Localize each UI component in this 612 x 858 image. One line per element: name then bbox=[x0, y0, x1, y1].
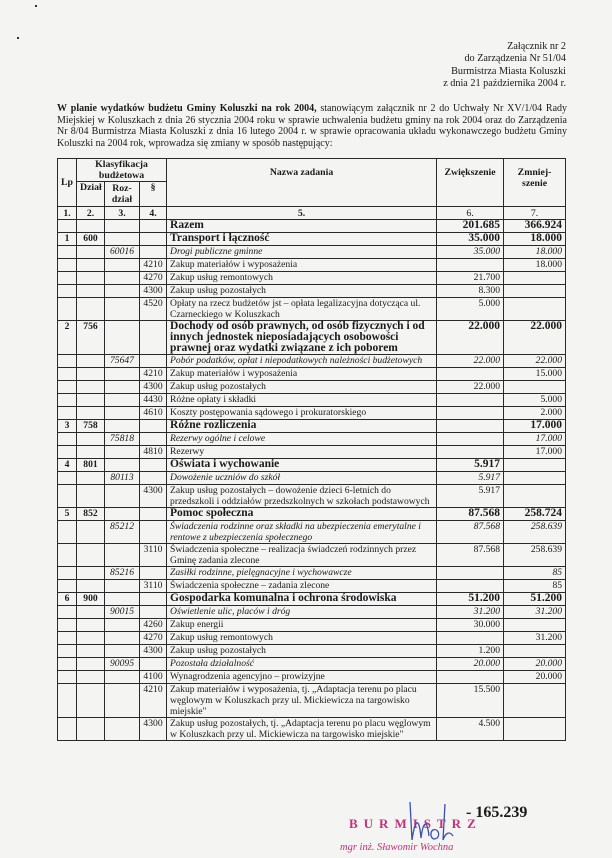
table-row-par bbox=[58, 407, 566, 420]
row-lp bbox=[58, 394, 77, 407]
row-increase: 35.000 bbox=[437, 246, 504, 259]
col-header-dzial: Dział bbox=[77, 182, 105, 207]
row-rozdzial-code bbox=[105, 619, 140, 632]
row-lp bbox=[58, 355, 77, 368]
row-lp: 4 bbox=[58, 459, 77, 472]
row-lp bbox=[58, 718, 77, 741]
row-decrease: 15.000 bbox=[504, 368, 566, 381]
row-rozdzial-code bbox=[105, 645, 140, 658]
row-paragraf-code bbox=[140, 606, 167, 619]
row-dzial-code: 852 bbox=[77, 508, 105, 521]
row-decrease: 5.000 bbox=[504, 394, 566, 407]
row-dzial-code bbox=[77, 485, 105, 508]
row-dzial-code bbox=[77, 580, 105, 593]
row-task-name: Zakup materiałów i wyposażenia, tj. „Adaptacja terenu po placu węglowym w Koluszkach przy ul. Mickiewicza na targowisko miejskie" bbox=[167, 684, 437, 718]
col-number: 7. bbox=[504, 207, 566, 220]
net-change-total: - 165.239 bbox=[466, 804, 528, 821]
row-dzial-code bbox=[77, 381, 105, 394]
row-lp: 1 bbox=[58, 233, 77, 246]
row-dzial-code: 758 bbox=[77, 420, 105, 433]
row-decrease bbox=[504, 272, 566, 285]
row-dzial-code bbox=[77, 684, 105, 718]
row-dzial-code bbox=[77, 632, 105, 645]
row-rozdzial-code: 90095 bbox=[105, 658, 140, 671]
row-lp: 6 bbox=[58, 593, 77, 606]
row-dzial-code bbox=[77, 606, 105, 619]
row-decrease: 22.000 bbox=[504, 321, 566, 355]
row-decrease: 258.639 bbox=[504, 521, 566, 544]
table-row-rozdzial bbox=[58, 355, 566, 368]
row-increase bbox=[437, 567, 504, 580]
row-task-name: Koszty postępowania sądowego i prokuratorskiego bbox=[167, 407, 437, 420]
row-task-name: Dowożenie uczniów do szkół bbox=[167, 472, 437, 485]
table-row-par bbox=[58, 368, 566, 381]
row-decrease bbox=[504, 285, 566, 298]
row-rozdzial-code bbox=[105, 298, 140, 321]
row-task-name: Wynagrodzenia agencyjno – prowizyjne bbox=[167, 671, 437, 684]
col-header-nazwa: Nazwa zadania bbox=[167, 159, 437, 207]
header-line: Załącznik nr 2 bbox=[507, 41, 566, 52]
row-decrease bbox=[504, 381, 566, 394]
attachment-header bbox=[443, 41, 566, 91]
col-number: 1. bbox=[58, 207, 77, 220]
row-paragraf-code bbox=[140, 459, 167, 472]
header-line: z dnia 21 października 2004 r. bbox=[443, 78, 566, 90]
header-line: Burmistrza Miasta Koluszki bbox=[451, 65, 566, 77]
row-paragraf-code bbox=[140, 472, 167, 485]
row-decrease bbox=[504, 619, 566, 632]
row-dzial-code bbox=[77, 259, 105, 272]
row-decrease: 51.200 bbox=[504, 593, 566, 606]
table-row-par bbox=[58, 381, 566, 394]
col-number: 4. bbox=[140, 207, 167, 220]
row-increase bbox=[437, 632, 504, 645]
table-row-dzial bbox=[58, 420, 566, 433]
mayor-stamp-name: mgr inż. Sławomir Wochna bbox=[340, 842, 454, 853]
row-task-name: Zakup materiałów i wyposażenia bbox=[167, 259, 437, 272]
row-dzial-code bbox=[77, 394, 105, 407]
row-lp: 3 bbox=[58, 420, 77, 433]
row-decrease: 258.639 bbox=[504, 544, 566, 567]
row-decrease bbox=[504, 684, 566, 718]
row-dzial-code: 900 bbox=[77, 593, 105, 606]
row-rozdzial-code: 75818 bbox=[105, 433, 140, 446]
row-task-name: Zakup usług pozostałych – dowożenie dzieci 6-letnich do przedszkoli i oddziałów przedszkolnych w szkołach podstawowych bbox=[167, 485, 437, 508]
table-row-par bbox=[58, 446, 566, 459]
total-decrease: 366.924 bbox=[504, 220, 566, 233]
intro-rest: stanowiącym załącznik nr 2 do Uchwały Nr XV/1/04 Rady Miejskiej w Koluszkach z dnia 26 stycznia 2004 roku w sprawie uchwalenia budżetu gminy na rok 2004 oraz do Zarządzenia Nr 8/04 Burmistrza Miasta Koluszki z dnia 16 lutego 2004 r. w sprawie opracowania układu wykonawczego budżetu Gminy Koluszki na 2004 rok, wprowadza się zmiany w sposób następujący: bbox=[57, 103, 568, 150]
row-increase bbox=[437, 394, 504, 407]
row-rozdzial-code bbox=[105, 485, 140, 508]
row-increase: 87.568 bbox=[437, 521, 504, 544]
table-row-rozdzial bbox=[58, 606, 566, 619]
row-dzial-code: 600 bbox=[77, 233, 105, 246]
intro-lead: W bbox=[57, 103, 67, 114]
row-paragraf-code: 4210 bbox=[140, 684, 167, 718]
row-decrease: 31.200 bbox=[504, 632, 566, 645]
row-lp bbox=[58, 381, 77, 394]
budget-changes-table bbox=[57, 158, 566, 741]
row-increase: 51.200 bbox=[437, 593, 504, 606]
row-increase: 15.500 bbox=[437, 684, 504, 718]
row-dzial-code bbox=[77, 246, 105, 259]
table-row-par bbox=[58, 619, 566, 632]
row-lp bbox=[58, 298, 77, 321]
row-task-name: Świadczenia rodzinne oraz składki na ubezpieczenia emerytalne i rentowe z ubezpieczenia społecznego bbox=[167, 521, 437, 544]
row-increase bbox=[437, 368, 504, 381]
row-dzial-code bbox=[77, 619, 105, 632]
row-paragraf-code bbox=[140, 593, 167, 606]
row-rozdzial-code bbox=[105, 544, 140, 567]
row-decrease bbox=[504, 718, 566, 741]
row-decrease bbox=[504, 298, 566, 321]
intro-paragraph bbox=[57, 103, 567, 150]
row-increase: 5.917 bbox=[437, 472, 504, 485]
row-dzial-code bbox=[77, 472, 105, 485]
row-lp bbox=[58, 433, 77, 446]
col-header-zmniejszenie: Zmniej-szenie bbox=[504, 159, 566, 207]
row-increase: 21.700 bbox=[437, 272, 504, 285]
numbering-row bbox=[58, 207, 566, 220]
row-increase bbox=[437, 671, 504, 684]
row-paragraf-code: 3110 bbox=[140, 544, 167, 567]
row-lp: 2 bbox=[58, 321, 77, 355]
row-task-name: Opłaty na rzecz budżetów jst – opłata legalizacyjna dotycząca ul. Czarneckiego w Koluszkach bbox=[167, 298, 437, 321]
row-paragraf-code: 4610 bbox=[140, 407, 167, 420]
row-increase bbox=[437, 259, 504, 272]
row-rozdzial-code bbox=[105, 446, 140, 459]
table-row-rozdzial bbox=[58, 433, 566, 446]
row-dzial-code bbox=[77, 671, 105, 684]
table-row-par bbox=[58, 718, 566, 741]
intro-bold: planie wydatków budżetu Gminy Koluszki na rok 2004, bbox=[70, 103, 317, 114]
row-decrease: 18.000 bbox=[504, 233, 566, 246]
row-rozdzial-code bbox=[105, 593, 140, 606]
table-row-dzial bbox=[58, 459, 566, 472]
row-lp bbox=[58, 658, 77, 671]
row-decrease bbox=[504, 459, 566, 472]
row-paragraf-code: 4300 bbox=[140, 285, 167, 298]
table-row-par bbox=[58, 580, 566, 593]
table-row-par bbox=[58, 485, 566, 508]
row-increase bbox=[437, 407, 504, 420]
row-task-name: Transport i łączność bbox=[167, 233, 437, 246]
row-increase bbox=[437, 446, 504, 459]
row-paragraf-code bbox=[140, 433, 167, 446]
row-paragraf-code: 3110 bbox=[140, 580, 167, 593]
row-dzial-code bbox=[77, 658, 105, 671]
row-lp bbox=[58, 544, 77, 567]
row-task-name: Gospodarka komunalna i ochrona środowiska bbox=[167, 593, 437, 606]
row-rozdzial-code bbox=[105, 508, 140, 521]
table-row-dzial bbox=[58, 321, 566, 355]
row-rozdzial-code bbox=[105, 272, 140, 285]
row-task-name: Zakup usług pozostałych bbox=[167, 645, 437, 658]
col-number: 2. bbox=[77, 207, 105, 220]
row-increase: 87.568 bbox=[437, 544, 504, 567]
row-task-name: Rezerwy bbox=[167, 446, 437, 459]
row-task-name: Różne rozliczenia bbox=[167, 420, 437, 433]
row-paragraf-code bbox=[140, 658, 167, 671]
row-paragraf-code: 4300 bbox=[140, 645, 167, 658]
row-paragraf-code: 4210 bbox=[140, 368, 167, 381]
row-increase: 31.200 bbox=[437, 606, 504, 619]
row-decrease: 85 bbox=[504, 580, 566, 593]
table-row-dzial bbox=[58, 233, 566, 246]
row-paragraf-code: 4100 bbox=[140, 671, 167, 684]
mayor-stamp-title: BURMISTRZ bbox=[349, 816, 482, 831]
row-lp bbox=[58, 285, 77, 298]
row-increase: 5.917 bbox=[437, 485, 504, 508]
row-increase bbox=[437, 433, 504, 446]
row-lp bbox=[58, 368, 77, 381]
scan-speck bbox=[17, 37, 19, 39]
table-row-par bbox=[58, 272, 566, 285]
row-lp bbox=[58, 619, 77, 632]
row-task-name: Zasiłki rodzinne, pielęgnacyjne i wychowawcze bbox=[167, 567, 437, 580]
row-lp bbox=[58, 671, 77, 684]
row-lp bbox=[58, 472, 77, 485]
row-paragraf-code: 4260 bbox=[140, 619, 167, 632]
col-number: 6. bbox=[437, 207, 504, 220]
table-row-dzial bbox=[58, 593, 566, 606]
row-increase: 30.000 bbox=[437, 619, 504, 632]
row-rozdzial-code bbox=[105, 632, 140, 645]
row-dzial-code bbox=[77, 368, 105, 381]
table-row-par bbox=[58, 671, 566, 684]
row-rozdzial-code bbox=[105, 459, 140, 472]
row-lp bbox=[58, 407, 77, 420]
row-dzial-code bbox=[77, 544, 105, 567]
table-row-par bbox=[58, 259, 566, 272]
row-increase: 5.917 bbox=[437, 459, 504, 472]
row-paragraf-code bbox=[140, 246, 167, 259]
row-rozdzial-code: 85212 bbox=[105, 521, 140, 544]
row-increase: 22.000 bbox=[437, 381, 504, 394]
row-paragraf-code bbox=[140, 321, 167, 355]
handwritten-signature bbox=[405, 800, 465, 858]
row-increase: 22.000 bbox=[437, 321, 504, 355]
header-row-1 bbox=[58, 159, 566, 182]
row-task-name: Zakup materiałów i wyposażenia bbox=[167, 368, 437, 381]
row-increase: 1.200 bbox=[437, 645, 504, 658]
row-decrease bbox=[504, 485, 566, 508]
row-task-name: Zakup energii bbox=[167, 619, 437, 632]
col-header-lp: Lp bbox=[58, 159, 77, 207]
row-task-name: Zakup usług pozostałych bbox=[167, 381, 437, 394]
total-row bbox=[58, 220, 566, 233]
row-paragraf-code bbox=[140, 508, 167, 521]
row-decrease: 18.000 bbox=[504, 259, 566, 272]
row-task-name: Zakup usług remontowych bbox=[167, 632, 437, 645]
row-lp bbox=[58, 567, 77, 580]
row-task-name: Pozostała działalność bbox=[167, 658, 437, 671]
row-paragraf-code: 4210 bbox=[140, 259, 167, 272]
row-lp bbox=[58, 632, 77, 645]
table-row-par bbox=[58, 298, 566, 321]
row-decrease: 17.000 bbox=[504, 446, 566, 459]
row-lp bbox=[58, 259, 77, 272]
row-dzial-code bbox=[77, 355, 105, 368]
row-task-name: Zakup usług remontowych bbox=[167, 272, 437, 285]
row-paragraf-code bbox=[140, 521, 167, 544]
row-increase: 5.000 bbox=[437, 298, 504, 321]
row-rozdzial-code bbox=[105, 420, 140, 433]
row-lp bbox=[58, 485, 77, 508]
row-task-name: Pomoc społeczna bbox=[167, 508, 437, 521]
row-lp bbox=[58, 521, 77, 544]
table-row-rozdzial bbox=[58, 246, 566, 259]
row-task-name: Dochody od osób prawnych, od osób fizycznych i od innych jednostek nieposiadających osobowości prawnej oraz wydatki związane z ich poborem bbox=[167, 321, 437, 355]
table-row-rozdzial bbox=[58, 567, 566, 580]
row-dzial-code bbox=[77, 446, 105, 459]
table-row-par bbox=[58, 285, 566, 298]
table-row-rozdzial bbox=[58, 521, 566, 544]
row-task-name: Drogi publiczne gminne bbox=[167, 246, 437, 259]
row-increase bbox=[437, 420, 504, 433]
row-task-name: Pobór podatków, opłat i niepodatkowych należności budżetowych bbox=[167, 355, 437, 368]
row-task-name: Świadczenia społeczne – realizacja świadczeń rodzinnych przez Gminę zadania zlecone bbox=[167, 544, 437, 567]
table-row-dzial bbox=[58, 508, 566, 521]
row-rozdzial-code bbox=[105, 259, 140, 272]
col-header-klasyfikacja: Klasyfikacja budżetowa bbox=[77, 159, 167, 182]
row-rozdzial-code bbox=[105, 684, 140, 718]
row-decrease: 2.000 bbox=[504, 407, 566, 420]
row-decrease bbox=[504, 472, 566, 485]
row-lp bbox=[58, 246, 77, 259]
row-rozdzial-code bbox=[105, 368, 140, 381]
row-increase: 22.000 bbox=[437, 355, 504, 368]
total-label: Razem bbox=[167, 220, 437, 233]
row-rozdzial-code bbox=[105, 407, 140, 420]
row-dzial-code bbox=[77, 645, 105, 658]
row-paragraf-code bbox=[140, 233, 167, 246]
row-decrease: 85 bbox=[504, 567, 566, 580]
row-increase: 4.500 bbox=[437, 718, 504, 741]
row-paragraf-code bbox=[140, 420, 167, 433]
row-decrease: 258.724 bbox=[504, 508, 566, 521]
row-decrease: 22.000 bbox=[504, 355, 566, 368]
row-paragraf-code: 4810 bbox=[140, 446, 167, 459]
row-rozdzial-code bbox=[105, 285, 140, 298]
table-row-par bbox=[58, 544, 566, 567]
row-dzial-code bbox=[77, 521, 105, 544]
total-increase: 201.685 bbox=[437, 220, 504, 233]
table-row-rozdzial bbox=[58, 658, 566, 671]
row-decrease: 18.000 bbox=[504, 246, 566, 259]
row-rozdzial-code bbox=[105, 671, 140, 684]
row-paragraf-code: 4300 bbox=[140, 485, 167, 508]
row-lp bbox=[58, 684, 77, 718]
row-increase: 35.000 bbox=[437, 233, 504, 246]
row-decrease: 17.000 bbox=[504, 433, 566, 446]
row-paragraf-code: 4300 bbox=[140, 381, 167, 394]
col-number: 3. bbox=[105, 207, 140, 220]
col-number: 5. bbox=[167, 207, 437, 220]
row-lp bbox=[58, 580, 77, 593]
row-paragraf-code bbox=[140, 567, 167, 580]
row-decrease: 20.000 bbox=[504, 658, 566, 671]
row-rozdzial-code bbox=[105, 718, 140, 741]
row-dzial-code bbox=[77, 407, 105, 420]
table-row-rozdzial bbox=[58, 472, 566, 485]
row-task-name: Zakup usług pozostałych, tj. „Adaptacja terenu po placu węglowym w Koluszkach przy ul. Mickiewicza na targowisko miejskie" bbox=[167, 718, 437, 741]
row-lp bbox=[58, 606, 77, 619]
row-rozdzial-code bbox=[105, 233, 140, 246]
row-task-name: Rezerwy ogólne i celowe bbox=[167, 433, 437, 446]
row-increase: 87.568 bbox=[437, 508, 504, 521]
row-dzial-code bbox=[77, 272, 105, 285]
row-dzial-code: 801 bbox=[77, 459, 105, 472]
row-rozdzial-code: 75647 bbox=[105, 355, 140, 368]
row-rozdzial-code bbox=[105, 321, 140, 355]
row-increase: 8.300 bbox=[437, 285, 504, 298]
row-paragraf-code: 4300 bbox=[140, 718, 167, 741]
row-rozdzial-code: 60016 bbox=[105, 246, 140, 259]
table-row-par bbox=[58, 632, 566, 645]
row-lp bbox=[58, 645, 77, 658]
row-paragraf-code: 4430 bbox=[140, 394, 167, 407]
row-rozdzial-code bbox=[105, 381, 140, 394]
row-dzial-code bbox=[77, 718, 105, 741]
row-rozdzial-code: 90015 bbox=[105, 606, 140, 619]
row-task-name: Zakup usług pozostałych bbox=[167, 285, 437, 298]
row-decrease: 31.200 bbox=[504, 606, 566, 619]
row-decrease: 17.000 bbox=[504, 420, 566, 433]
row-paragraf-code: 4270 bbox=[140, 632, 167, 645]
row-paragraf-code: 4270 bbox=[140, 272, 167, 285]
row-rozdzial-code bbox=[105, 580, 140, 593]
header-line: do Zarządzenia Nr 51/04 bbox=[464, 53, 566, 65]
row-rozdzial-code: 80113 bbox=[105, 472, 140, 485]
table-row-par bbox=[58, 394, 566, 407]
row-rozdzial-code bbox=[105, 394, 140, 407]
row-decrease: 20.000 bbox=[504, 671, 566, 684]
table-row-par bbox=[58, 645, 566, 658]
row-dzial-code bbox=[77, 433, 105, 446]
row-increase: 20.000 bbox=[437, 658, 504, 671]
row-decrease bbox=[504, 645, 566, 658]
row-dzial-code bbox=[77, 298, 105, 321]
row-paragraf-code bbox=[140, 355, 167, 368]
row-task-name: Świadczenia społeczne – zadania zlecone bbox=[167, 580, 437, 593]
row-paragraf-code: 4520 bbox=[140, 298, 167, 321]
row-dzial-code: 756 bbox=[77, 321, 105, 355]
table-row-par bbox=[58, 684, 566, 718]
col-header-paragraf: § bbox=[140, 182, 167, 207]
row-increase bbox=[437, 580, 504, 593]
row-dzial-code bbox=[77, 567, 105, 580]
row-lp: 5 bbox=[58, 508, 77, 521]
row-lp bbox=[58, 272, 77, 285]
row-task-name: Różne opłaty i składki bbox=[167, 394, 437, 407]
row-rozdzial-code: 85216 bbox=[105, 567, 140, 580]
col-header-rozdzial: Roz-dział bbox=[105, 182, 140, 207]
row-dzial-code bbox=[77, 285, 105, 298]
row-task-name: Oświata i wychowanie bbox=[167, 459, 437, 472]
row-task-name: Oświetlenie ulic, placów i dróg bbox=[167, 606, 437, 619]
scan-speck bbox=[35, 5, 37, 7]
col-header-zwiekszenie: Zwiększenie bbox=[437, 159, 504, 207]
row-lp bbox=[58, 446, 77, 459]
